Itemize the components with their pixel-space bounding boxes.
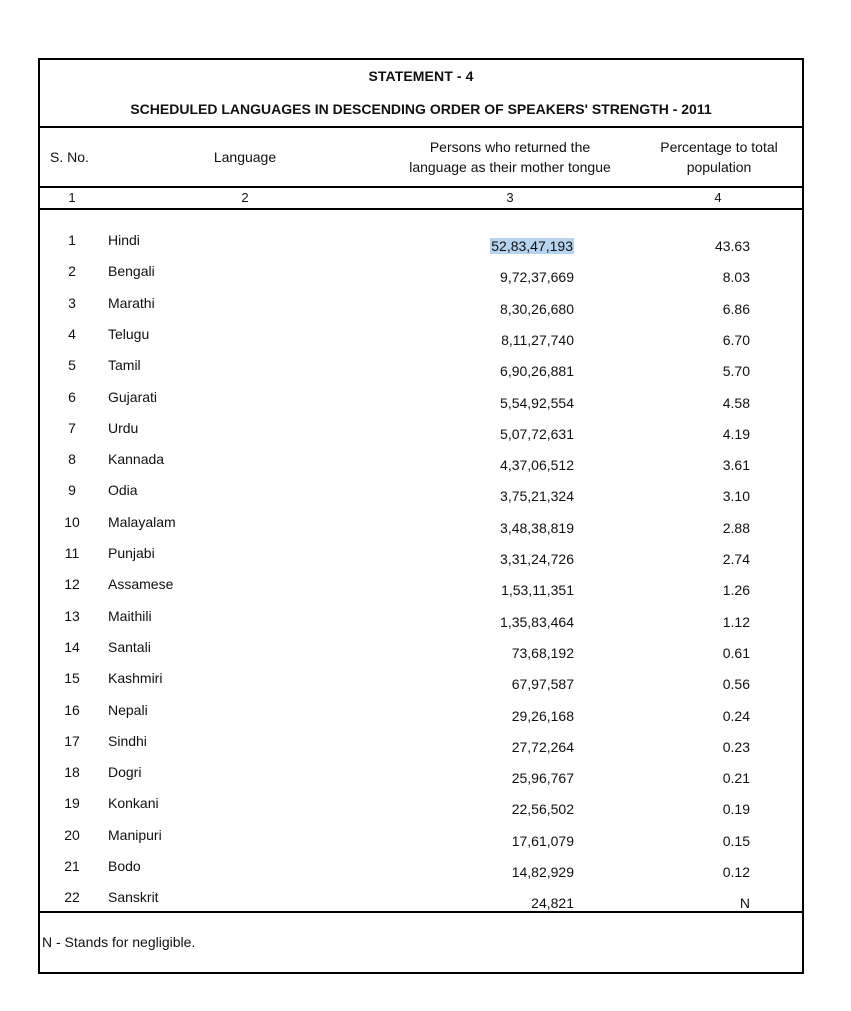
table-row [40,576,802,600]
table-row [40,639,802,663]
row-percentage: 3.10 [722,488,750,505]
table-row [40,326,802,350]
header-language: Language [213,149,277,165]
row-persons: 24,821 [531,895,574,912]
row-language: Assamese [108,576,174,593]
row-percentage: 2.88 [722,519,750,536]
row-persons: 4,37,06,512 [500,457,574,474]
title-block [40,60,802,128]
row-persons: 25,96,767 [511,770,574,787]
row-sno: 10 [64,513,80,530]
row-language: Tamil [108,357,141,374]
statement-subtitle: SCHEDULED LANGUAGES IN DESCENDING ORDER OF SPEAKERS' STRENGTH - 2011 [130,101,712,117]
row-persons: 3,75,21,324 [500,488,574,505]
row-language: Konkani [108,795,159,812]
row-persons: 52,83,47,193 [491,238,573,254]
row-percentage: 5.70 [722,363,750,380]
row-sno: 14 [64,638,80,655]
row-language: Manipuri [108,826,162,843]
row-persons: 17,61,079 [511,832,574,849]
row-persons: 5,54,92,554 [500,394,574,411]
row-language: Bodo [108,858,141,874]
row-language: Santali [108,638,151,655]
statement-title: STATEMENT - 4 [368,68,474,84]
row-persons: 3,31,24,726 [500,551,574,567]
row-language: Hindi [108,232,140,248]
header-sno: S. No. [50,149,89,165]
row-percentage: 0.24 [722,707,750,724]
row-percentage: 0.19 [722,801,750,818]
table-row [40,827,802,851]
table-row [40,545,802,569]
table-row [40,702,802,726]
row-sno: 2 [68,263,76,280]
row-language: Odia [108,482,138,499]
row-language: Urdu [108,419,139,436]
table-row [40,608,802,632]
row-sno: 17 [64,732,80,749]
column-number-row [40,188,802,210]
row-persons: 5,07,72,631 [500,425,574,442]
row-sno: 8 [68,451,76,468]
row-language: Sanskrit [108,889,159,906]
row-language: Sindhi [108,732,147,749]
row-percentage: 4.19 [722,425,750,442]
row-sno: 11 [64,545,80,561]
header-pct-line1: Percentage to total [660,139,778,155]
row-language: Bengali [108,263,155,280]
row-percentage: 0.56 [722,676,750,693]
table-row [40,295,802,319]
row-sno: 16 [64,701,80,718]
column-number-3: 3 [506,190,514,205]
row-percentage: 1.12 [722,613,750,630]
table-row [40,482,802,506]
header-persons [388,137,632,177]
row-language: Kashmiri [108,670,163,687]
row-sno: 22 [64,889,80,906]
row-sno: 19 [64,795,80,812]
row-language: Gujarati [108,388,158,405]
row-percentage: 43.63 [714,238,750,254]
row-persons: 1,35,83,464 [500,613,574,630]
row-persons: 67,97,587 [511,676,574,693]
row-language: Kannada [108,451,165,468]
column-number-2: 2 [241,190,249,205]
table-row [40,357,802,381]
table-row [40,514,802,538]
row-percentage: 4.58 [722,394,750,411]
row-language: Telugu [108,325,150,342]
table-row [40,764,802,788]
row-sno: 5 [68,357,76,374]
row-sno: 9 [68,482,76,499]
table-row [40,420,802,444]
row-sno: 12 [64,576,80,593]
row-persons: 8,11,27,740 [501,331,574,348]
row-percentage: 1.26 [722,582,750,599]
row-sno: 1 [68,232,76,248]
header-percentage [638,137,800,177]
row-persons: 6,90,26,881 [500,363,574,380]
row-percentage: 6.70 [722,331,750,348]
column-number-1: 1 [68,190,76,205]
header-persons-line1: Persons who returned the [429,139,591,155]
row-persons: 8,30,26,680 [500,300,574,317]
header-persons-line2: language as their mother tongue [409,159,611,175]
header-pct-line2: population [686,159,752,175]
row-percentage: 2.74 [722,551,750,567]
table-row [40,733,802,757]
row-language: Marathi [108,294,155,311]
footnote-divider [40,911,802,913]
column-number-4: 4 [714,190,722,205]
row-percentage: N [739,895,750,912]
footnote: N - Stands for negligible. [42,934,196,950]
row-percentage: 0.12 [722,864,750,880]
table-row [40,232,802,256]
row-percentage: 0.61 [722,644,750,661]
row-sno: 3 [68,294,76,311]
row-sno: 20 [64,826,80,843]
table-row [40,889,802,913]
row-persons: 29,26,168 [511,707,574,724]
row-language: Malayalam [108,513,176,530]
row-persons: 14,82,929 [511,864,574,880]
table-row [40,389,802,413]
row-persons: 1,53,11,351 [501,582,574,599]
row-sno: 6 [68,388,76,405]
row-sno: 7 [68,419,76,436]
row-sno: 18 [64,764,80,781]
row-sno: 15 [64,670,80,687]
table-row [40,795,802,819]
row-language: Maithili [108,607,152,624]
row-language: Dogri [108,764,142,781]
row-persons: 3,48,38,819 [500,519,574,536]
row-percentage: 0.23 [722,738,750,755]
table-row [40,451,802,475]
row-percentage: 6.86 [722,300,750,317]
row-persons: 27,72,264 [511,738,574,755]
row-percentage: 0.15 [722,832,750,849]
row-persons: 73,68,192 [511,644,574,661]
row-percentage: 8.03 [722,269,750,286]
statement-document [38,58,804,974]
row-sno: 21 [64,858,80,874]
row-sno: 13 [64,607,80,624]
row-persons: 9,72,37,669 [500,269,574,286]
row-persons: 22,56,502 [511,801,574,818]
row-percentage: 3.61 [722,457,750,474]
table-row [40,858,802,882]
row-language: Nepali [108,701,148,718]
row-sno: 4 [68,325,76,342]
row-percentage: 0.21 [722,770,750,787]
table-row [40,263,802,287]
row-language: Punjabi [108,545,155,561]
table-row [40,670,802,694]
column-header-row [40,128,802,188]
